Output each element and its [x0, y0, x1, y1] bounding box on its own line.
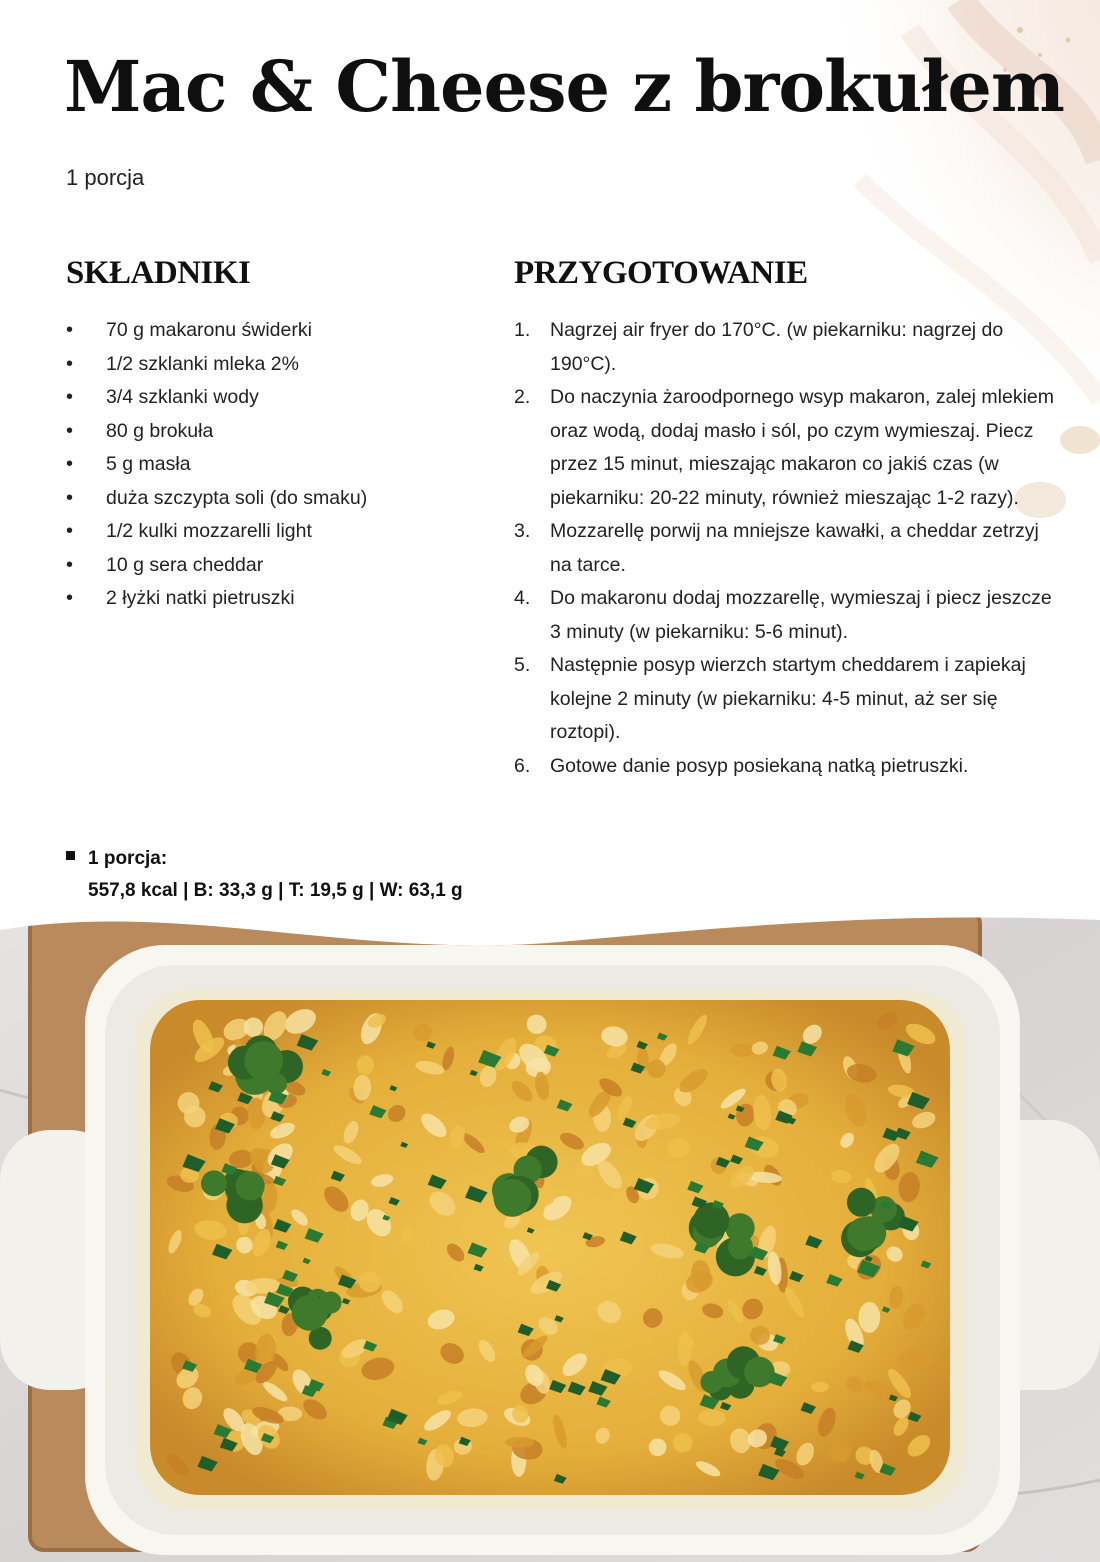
ingredient-item: • 1/2 szklanki mleka 2%	[66, 348, 466, 382]
ingredient-item: • 3/4 szklanki wody	[66, 381, 466, 415]
ingredients-list	[66, 314, 466, 616]
ingredient-item: • 10 g sera cheddar	[66, 549, 466, 583]
step-number: 2.	[514, 386, 531, 408]
ingredients-section	[66, 255, 466, 616]
ingredient-item: • 70 g makaronu świderki	[66, 314, 466, 348]
step-number: 6.	[514, 754, 531, 777]
step-text: Gotowe danie posyp posiekaną natką pietruszki.	[550, 754, 969, 777]
preparation-steps	[514, 314, 1054, 783]
preparation-section	[514, 255, 1054, 783]
ingredient-item: • 2 łyżki natki pietruszki	[66, 582, 466, 616]
nutrition-label: 1 porcja:	[88, 848, 168, 869]
step-text: Nagrzej air fryer do 170°C. (w piekarniku: nagrzej do 190°C).	[550, 319, 1004, 375]
preparation-step	[514, 582, 1054, 649]
nutrition-values: 557,8 kcal | B: 33,3 g | T: 19,5 g | W: 63,1 g	[88, 880, 463, 901]
square-bullet-icon	[66, 851, 75, 860]
step-text: Do makaronu dodaj mozzarellę, wymieszaj i piecz jeszcze 3 minuty (w piekarniku: 5-6 minut).	[550, 587, 1052, 643]
ingredient-item: • 1/2 kulki mozzarelli light	[66, 515, 466, 549]
step-text: Mozzarellę porwij na mniejsze kawałki, a cheddar zetrzyj na tarce.	[550, 520, 1039, 576]
step-number: 4.	[514, 587, 531, 609]
preparation-step	[514, 314, 1054, 381]
step-number: 3.	[514, 520, 531, 542]
preparation-step	[514, 515, 1054, 582]
step-number: 5.	[514, 654, 531, 676]
step-number: 1.	[514, 319, 531, 341]
step-text: Następnie posyp wierzch startym cheddarem i zapiekaj kolejne 2 minuty (w piekarniku: 4-5 minut, aż ser się roztopi).	[550, 654, 1026, 743]
preparation-step	[514, 649, 1054, 750]
servings-count: 1 porcja	[66, 165, 145, 190]
ingredient-item: • duża szczypta soli (do smaku)	[66, 482, 466, 516]
preparation-step	[514, 750, 1054, 784]
recipe-title: Mac & Cheese z brokułem	[64, 45, 1064, 128]
ingredients-heading: SKŁADNIKI	[66, 255, 251, 291]
preparation-heading: PRZYGOTOWANIE	[514, 255, 808, 291]
preparation-step	[514, 381, 1054, 515]
ingredient-item: • 5 g masła	[66, 448, 466, 482]
step-text: Do naczynia żaroodpornego wsyp makaron, zalej mlekiem oraz wodą, dodaj masło i sól, po czym wymieszaj. Piecz przez 15 minut, mieszając makaron co jakiś czas (w piekarniku: 20-22 minuty, również mieszając 1-2 razy).	[550, 386, 1054, 509]
ingredient-item: • 80 g brokuła	[66, 415, 466, 449]
mac-and-cheese-photo	[0, 890, 1100, 1562]
